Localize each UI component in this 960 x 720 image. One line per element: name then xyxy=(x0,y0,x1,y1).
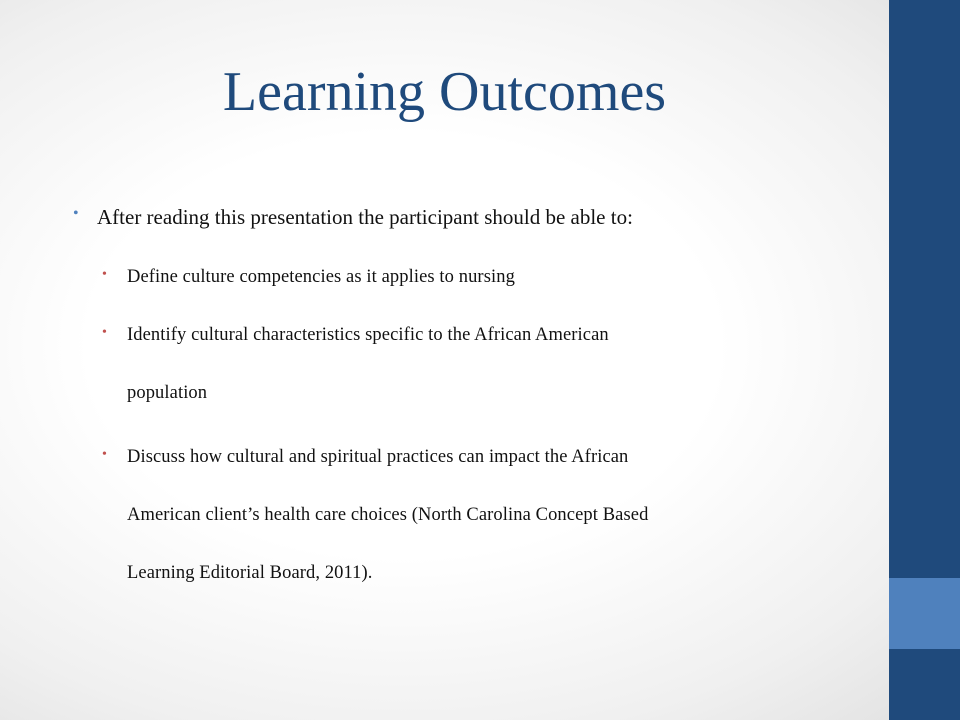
main-bullet-text: After reading this presentation the participant should be able to: xyxy=(97,205,633,229)
bullet-dot-icon: • xyxy=(73,205,79,222)
sub-bullet-3-text xyxy=(127,428,857,602)
sub-bullet-3-line-3: Learning Editorial Board, 2011). xyxy=(127,563,373,583)
sub-bullet-3-line-2: American client’s health care choices (North Carolina Concept Based xyxy=(127,505,649,525)
sub-bullet-2-text xyxy=(127,306,857,422)
sub-bullet-2-line-1: Identify cultural characteristics specific to the African American xyxy=(127,325,609,345)
sub-bullet-3-line-1: Discuss how cultural and spiritual practices can impact the African xyxy=(127,447,629,467)
slide-title: Learning Outcomes xyxy=(222,61,667,123)
sub-bullet-1-text xyxy=(127,248,857,306)
sub-bullet-dot-icon: • xyxy=(102,325,107,340)
sub-bullet-2-line-2: population xyxy=(127,383,208,403)
sub-bullet-1-line-1: Define culture competencies as it applies to nursing xyxy=(127,267,515,287)
sub-bullet-dot-icon: • xyxy=(102,267,107,282)
sub-bullet-dot-icon: • xyxy=(102,447,107,462)
sidebar-accent-block xyxy=(889,578,960,649)
